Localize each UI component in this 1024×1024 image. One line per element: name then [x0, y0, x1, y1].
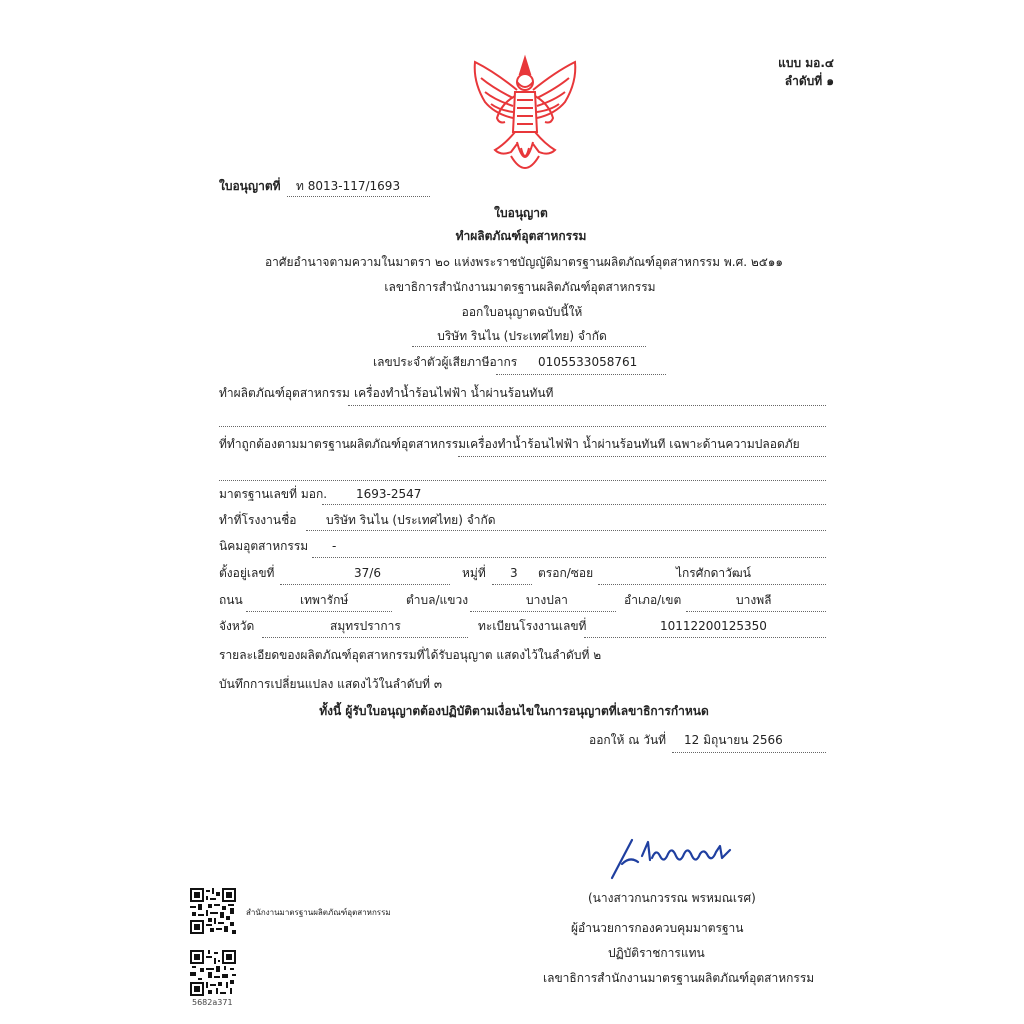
issued-label: ออกให้ ณ วันที่ [589, 733, 667, 747]
address-no-value: 37/6 [354, 566, 381, 580]
product-label: ทำผลิตภัณฑ์อุตสาหกรรม [219, 386, 350, 400]
qr-code-icon [190, 888, 236, 934]
address-no-label: ตั้งอยู่เลขที่ [219, 566, 275, 580]
compliance-value: เครื่องทำน้ำร้อนไฟฟ้า น้ำผ่านร้อนทันที เฉพาะด้านความปลอดภัย [466, 437, 800, 451]
subdistrict-value: บางปลา [526, 593, 568, 607]
estate-label: นิคมอุตสาหกรรม [219, 539, 309, 553]
province-line [262, 637, 468, 638]
product-line-2 [219, 426, 826, 427]
detail-note: รายละเอียดของผลิตภัณฑ์อุตสาหกรรมที่ได้รับอนุญาต แสดงไว้ในลำดับที่ ๒ [219, 648, 602, 662]
license-number-line [287, 196, 430, 197]
factory-reg-value: 10112200125350 [660, 619, 767, 633]
soi-label: ตรอก/ซอย [538, 566, 594, 580]
license-condition: ทั้งนี้ ผู้รับใบอนุญาตต้องปฏิบัติตามเงื่อนไขในการอนุญาตที่เลขาธิการกำหนด [319, 704, 709, 718]
licensee-line [412, 346, 646, 347]
compliance-line [458, 456, 826, 457]
standard-line [322, 504, 826, 505]
preamble-line-2: เลขาธิการสำนักงานมาตรฐานผลิตภัณฑ์อุตสาหกรรม [384, 280, 656, 294]
standard-label: มาตรฐานเลขที่ มอก. [219, 487, 328, 501]
tax-id-line [496, 374, 666, 375]
soi-line [598, 584, 826, 585]
road-line [246, 611, 392, 612]
change-note: บันทึกการเปลี่ยนแปลง แสดงไว้ในลำดับที่ ๓ [219, 677, 443, 691]
licensee-name: บริษัท รินไน (ประเทศไทย) จำกัด [437, 329, 607, 343]
signer-position-3: เลขาธิการสำนักงานมาตรฐานผลิตภัณฑ์อุตสาหกรรม [543, 971, 815, 985]
signer-position-2: ปฏิบัติราชการแทน [608, 946, 705, 960]
form-sequence: ลำดับที่ ๑ [784, 74, 834, 88]
standard-value: 1693-2547 [356, 487, 422, 501]
moo-value: 3 [510, 566, 518, 580]
product-line [348, 405, 826, 406]
province-value: สมุทรปราการ [330, 619, 401, 633]
factory-label: ทำที่โรงงานชื่อ [219, 513, 297, 527]
tax-id-label: เลขประจำตัวผู้เสียภาษีอากร [373, 355, 518, 369]
moo-line [492, 584, 532, 585]
road-value: เทพารักษ์ [300, 593, 349, 607]
document-subtitle: ทำผลิตภัณฑ์อุตสาหกรรม [455, 229, 587, 243]
qr-caption: สำนักงานมาตรฐานผลิตภัณฑ์อุตสาหกรรม [246, 908, 391, 917]
issued-line [672, 752, 826, 753]
moo-label: หมู่ที่ [462, 566, 486, 580]
district-value: บางพลี [736, 593, 772, 607]
qr-code-icon [190, 950, 236, 996]
factory-line [306, 530, 826, 531]
province-label: จังหวัด [219, 619, 255, 633]
preamble-line-3: ออกใบอนุญาตฉบับนี้ให้ [461, 305, 583, 319]
issued-date: 12 มิถุนายน 2566 [684, 733, 783, 747]
signer-name: (นางสาวกนกวรรณ พรหมณเรศ) [588, 891, 756, 905]
signature-scribble [608, 834, 738, 884]
document-code: 5682a371 [192, 998, 233, 1007]
product-value: เครื่องทำน้ำร้อนไฟฟ้า น้ำผ่านร้อนทันที [354, 386, 554, 400]
subdistrict-line [470, 611, 616, 612]
factory-reg-label: ทะเบียนโรงงานเลขที่ [478, 619, 587, 633]
license-number-value: ท 8013-117/1693 [296, 179, 401, 193]
address-no-line [280, 584, 450, 585]
subdistrict-label: ตำบล/แขวง [406, 593, 469, 607]
garuda-emblem-icon [465, 52, 585, 182]
license-number-label: ใบอนุญาตที่ [219, 179, 281, 193]
factory-value: บริษัท รินไน (ประเทศไทย) จำกัด [326, 513, 496, 527]
signer-position-1: ผู้อำนวยการกองควบคุมมาตรฐาน [571, 921, 744, 935]
road-label: ถนน [219, 593, 243, 607]
soi-value: ไกรศักดาวัฒน์ [676, 566, 751, 580]
tax-id-value: 0105533058761 [538, 355, 638, 369]
compliance-line-2 [219, 480, 826, 481]
form-code: แบบ มอ.๔ [778, 56, 834, 70]
district-line [686, 611, 826, 612]
factory-reg-line [584, 637, 826, 638]
compliance-label: ที่ทำถูกต้องตามมาตรฐานผลิตภัณฑ์อุตสาหกรรม [219, 437, 467, 451]
document-title: ใบอนุญาต [494, 206, 548, 220]
estate-line [312, 557, 826, 558]
estate-value: - [332, 539, 337, 553]
preamble-line-1: อาศัยอำนาจตามความในมาตรา ๒๐ แห่งพระราชบัญญัติมาตรฐานผลิตภัณฑ์อุตสาหกรรม พ.ศ. ๒๕๑๑ [264, 255, 784, 269]
district-label: อำเภอ/เขต [624, 593, 682, 607]
